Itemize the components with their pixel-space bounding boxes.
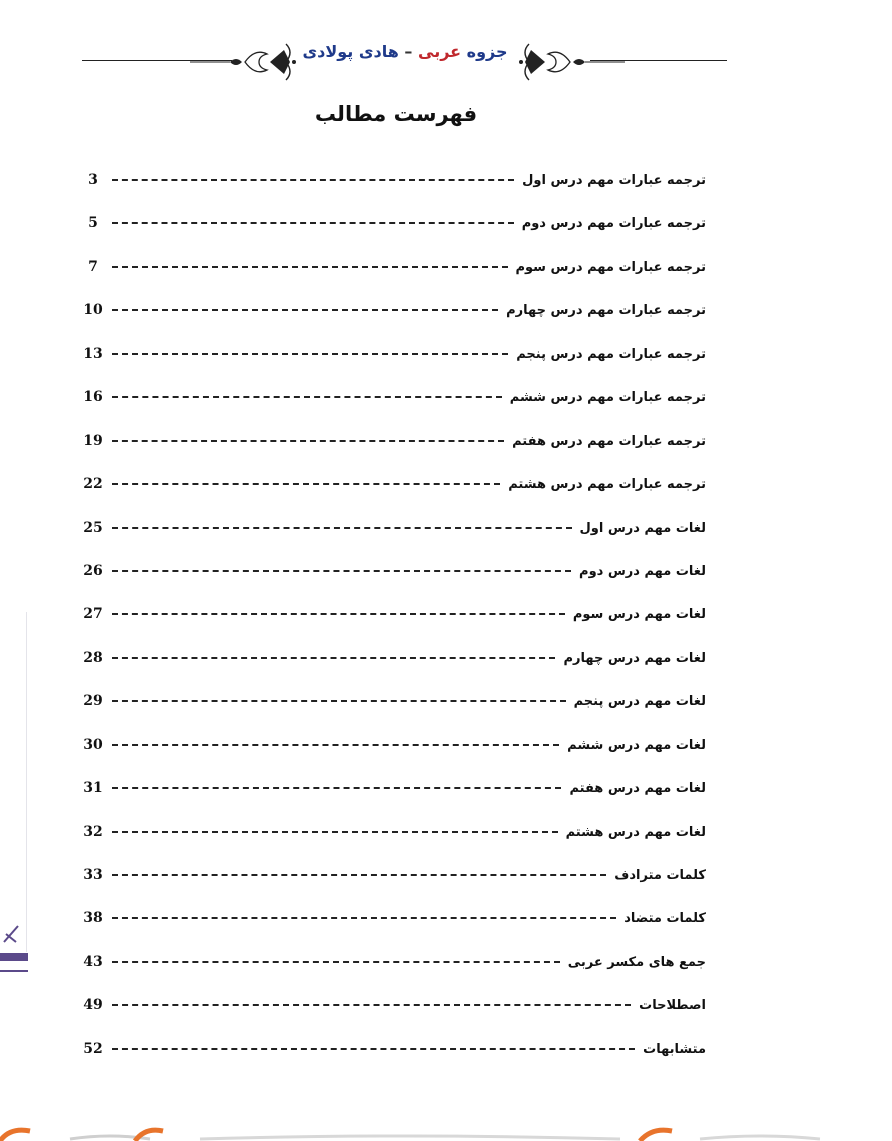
toc-entry-label: ترجمه عبارات مهم درس چهارم	[506, 302, 706, 318]
toc-entry-label: ترجمه عبارات مهم درس اول	[522, 172, 706, 188]
toc-entry-label: لغات مهم درس سوم	[572, 606, 706, 622]
toc-dashed-leader	[112, 483, 500, 485]
toc-entry[interactable]	[80, 776, 706, 800]
toc-page-number: 38	[83, 910, 103, 926]
toc-page-number: 28	[83, 650, 103, 666]
toc-dashed-leader	[112, 787, 561, 789]
toc-entry-label: کلمات متضاد	[624, 910, 706, 926]
toc-dashed-leader	[112, 744, 559, 746]
toc-entry-label: لغات مهم درس دوم	[579, 563, 706, 579]
toc-entry[interactable]	[80, 950, 706, 974]
toc-page-number: 33	[83, 867, 103, 883]
toc-entry-label: لغات مهم درس پنجم	[573, 693, 706, 709]
toc-entry[interactable]	[80, 733, 706, 757]
toc-page-number: 29	[83, 693, 103, 709]
toc-entry[interactable]	[80, 211, 706, 235]
toc-page-number: 26	[83, 563, 103, 579]
toc-entry[interactable]	[80, 646, 706, 670]
toc-dashed-leader	[112, 396, 502, 398]
toc-dashed-leader	[112, 309, 498, 311]
toc-entry-label: ترجمه عبارات مهم درس ششم	[509, 389, 706, 405]
toc-dashed-leader	[112, 570, 571, 572]
toc-page-number: 43	[83, 954, 103, 970]
toc-entry[interactable]	[80, 429, 706, 453]
toc-entry[interactable]	[80, 993, 706, 1017]
toc-entry[interactable]	[80, 516, 706, 540]
toc-entry-label: متشابهات	[643, 1041, 706, 1057]
toc-entry[interactable]	[80, 255, 706, 279]
side-ornament-icon	[2, 922, 22, 946]
header-word-arabic: عربی	[418, 42, 462, 61]
toc-entry[interactable]	[80, 342, 706, 366]
toc-entry-label: ترجمه عبارات مهم درس هشتم	[508, 476, 706, 492]
toc-entry[interactable]	[80, 863, 706, 887]
toc-dashed-leader	[112, 917, 616, 919]
toc-dashed-leader	[112, 874, 606, 876]
toc-entry-label: جمع های مکسر عربی	[567, 954, 706, 970]
toc-entry-label: ترجمه عبارات مهم درس پنجم	[516, 346, 706, 362]
toc-dashed-leader	[112, 353, 508, 355]
header-author: هادی پولادی	[302, 42, 399, 61]
toc-entry[interactable]	[80, 298, 706, 322]
toc-page-number: 13	[83, 346, 103, 362]
toc-dashed-leader	[112, 1048, 635, 1050]
toc-page-number: 52	[83, 1041, 103, 1057]
side-decoration	[0, 612, 27, 952]
toc-page-number: 31	[83, 780, 103, 796]
toc-dashed-leader	[112, 831, 558, 833]
toc-page-number: 49	[83, 997, 103, 1013]
toc-entry[interactable]	[80, 820, 706, 844]
toc-entry-label: لغات مهم درس ششم	[567, 737, 706, 753]
toc-entry-label: لغات مهم درس اول	[579, 520, 706, 536]
toc-page-number: 32	[83, 824, 103, 840]
toc-page-number: 22	[83, 476, 103, 492]
toc-dashed-leader	[112, 440, 504, 442]
toc-page-number: 27	[83, 606, 103, 622]
toc-entry[interactable]	[80, 1037, 706, 1061]
toc-dashed-leader	[112, 700, 566, 702]
header-word-booklet: جزوه	[466, 42, 508, 61]
toc-page-number: 10	[83, 302, 103, 318]
toc-dashed-leader	[112, 179, 514, 181]
header-separator: –	[404, 42, 413, 61]
toc-entry[interactable]	[80, 602, 706, 626]
toc-entry-label: لغات مهم درس هشتم	[565, 824, 706, 840]
page-title: فهرست مطالب	[314, 102, 478, 126]
toc-page-number: 19	[83, 433, 103, 449]
toc-dashed-leader	[112, 613, 565, 615]
toc-dashed-leader	[112, 961, 560, 963]
toc-entry-label: لغات مهم درس چهارم	[563, 650, 706, 666]
toc-entry-label: ترجمه عبارات مهم درس هفتم	[512, 433, 706, 449]
toc-page-number: 5	[88, 215, 98, 231]
toc-dashed-leader	[112, 527, 572, 529]
toc-page-number: 25	[83, 520, 103, 536]
toc-page-number: 3	[88, 172, 98, 188]
toc-entry-label: ترجمه عبارات مهم درس دوم	[521, 215, 706, 231]
toc-entry[interactable]	[80, 559, 706, 583]
side-bar-thin	[0, 970, 28, 972]
toc-entry[interactable]	[80, 689, 706, 713]
toc-page-number: 30	[83, 737, 103, 753]
toc-entry[interactable]	[80, 385, 706, 409]
toc-dashed-leader	[112, 266, 508, 268]
toc-dashed-leader	[112, 657, 555, 659]
toc-entry[interactable]	[80, 472, 706, 496]
toc-entry-label: لغات مهم درس هفتم	[569, 780, 706, 796]
side-bar	[0, 953, 28, 961]
toc-entry-label: ترجمه عبارات مهم درس سوم	[515, 259, 706, 275]
toc-entry[interactable]	[80, 168, 706, 192]
toc-page-number: 7	[88, 259, 98, 275]
toc-dashed-leader	[112, 1004, 631, 1006]
toc-entry-label: کلمات مترادف	[614, 867, 706, 883]
toc-entry[interactable]	[80, 906, 706, 930]
toc-page-number: 16	[83, 389, 103, 405]
toc-dashed-leader	[112, 222, 514, 224]
bottom-border-decoration	[0, 1126, 892, 1141]
toc-entry-label: اصطلاحات	[639, 997, 706, 1013]
